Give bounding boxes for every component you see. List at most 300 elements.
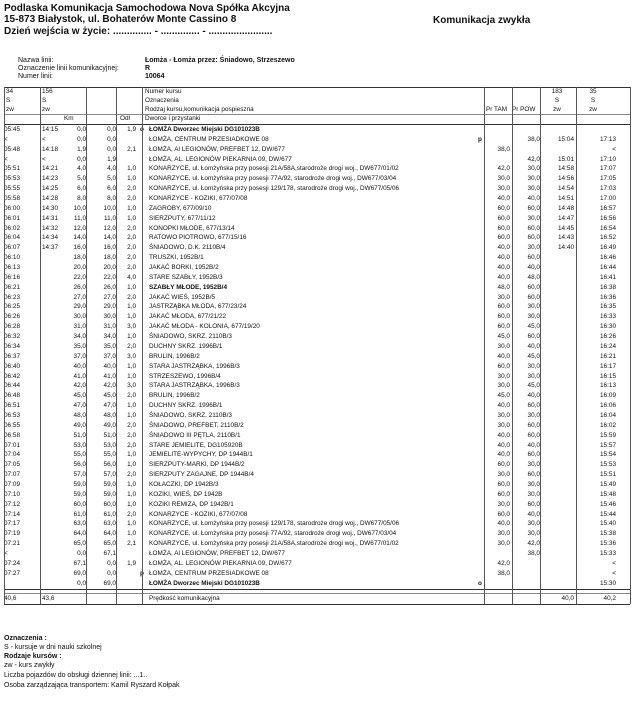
cell-km1: 42,0 — [73, 382, 86, 390]
cell-t3 — [544, 431, 574, 440]
cell-t1: 06:53 — [4, 411, 20, 419]
cell-t3: 14:40 — [558, 244, 574, 252]
summary-row — [4, 594, 630, 603]
cell-t3 — [544, 362, 574, 371]
cell-odl: 1,0 — [127, 411, 136, 419]
company-address: 15-873 Białystok, ul. Bohaterów Monte Cassino 8 — [4, 14, 237, 25]
cell-t1: 07:01 — [4, 441, 20, 449]
cell-pp — [514, 579, 540, 588]
cell-km2: 18,0 — [103, 254, 116, 262]
cell-t2: 14:31 — [42, 214, 58, 222]
cell-pt: 30,0 — [497, 540, 510, 548]
stop-row — [4, 332, 630, 341]
stop-row — [4, 145, 630, 154]
cell-mk — [140, 263, 146, 272]
cell-odl: 2,0 — [127, 254, 136, 262]
line-name-label: Nazwa linii: — [18, 57, 54, 64]
column-line — [116, 87, 117, 604]
cell-stop: DUCHNY SKRZ. 1996B/1 — [149, 402, 223, 410]
cell-km2: 27,0 — [103, 293, 116, 301]
cell-t2: 14:30 — [42, 204, 58, 212]
cell-mk — [140, 579, 146, 588]
cell-km2: 48,0 — [103, 411, 116, 419]
cell-pt: 42,0 — [497, 559, 510, 567]
cell-t1: 06:32 — [4, 333, 20, 341]
cell-pt: 40,0 — [497, 352, 510, 360]
cell-mk — [140, 519, 146, 528]
stop-row — [4, 342, 630, 351]
cell-km2: 10,0 — [103, 204, 116, 212]
cell-pp: 30,0 — [527, 520, 540, 528]
cell-pt: 42,0 — [497, 165, 510, 173]
cell-km1: 49,0 — [73, 421, 86, 429]
cell-t4: 16:06 — [600, 402, 616, 410]
cell-pp — [514, 125, 540, 134]
stop-row — [4, 204, 630, 213]
cell-mk — [140, 164, 146, 173]
stop-row — [4, 273, 630, 282]
cell-mk — [140, 293, 146, 302]
cell-t1: 05:55 — [4, 185, 20, 193]
stop-row — [4, 569, 630, 578]
stop-row — [4, 174, 630, 183]
cell-km2: 14,0 — [103, 234, 116, 242]
cell-t3: 14:58 — [558, 165, 574, 173]
cell-t3: 15:04 — [558, 135, 574, 143]
cell-pt: 30,0 — [497, 342, 510, 350]
cell-t3 — [544, 421, 574, 430]
cell-km2: 0,0 — [107, 145, 116, 153]
cell-t3 — [544, 391, 574, 400]
cell-mk — [140, 184, 146, 193]
cell-mkr: p — [478, 135, 482, 143]
cell-mk — [140, 559, 146, 568]
cell-mk: o — [140, 126, 144, 133]
cell-t3 — [544, 273, 574, 282]
cell-odl: 1,0 — [127, 362, 136, 370]
stop-row — [4, 391, 630, 400]
cell-odl — [116, 549, 136, 558]
cell-t3: 14:43 — [558, 234, 574, 242]
cell-pp — [514, 569, 540, 578]
cell-pp: 38,0 — [527, 135, 540, 143]
cell-t3: 14:56 — [558, 175, 574, 183]
stop-row — [4, 362, 630, 371]
cell-pp: 42,0 — [527, 540, 540, 548]
cell-km2: 8,0 — [107, 195, 116, 203]
cell-t3 — [544, 450, 574, 459]
stop-row — [4, 322, 630, 331]
cell-t4: 15:44 — [600, 510, 616, 518]
cell-km1: 14,0 — [73, 234, 86, 242]
cell-km1: 0,0 — [77, 135, 86, 143]
cell-pt: 40,0 — [497, 273, 510, 281]
cell-t3 — [544, 519, 574, 528]
cell-stop: SIERZPUTY, 677/11/12 — [149, 214, 216, 222]
cell-odl: 1,0 — [127, 283, 136, 291]
cell-t3 — [544, 145, 574, 154]
cell-km1: 40,0 — [73, 362, 86, 370]
cell-km1: 34,0 — [73, 333, 86, 341]
cell-stop: ŚNIADOWO, D.K. 2110B/4 — [149, 244, 226, 252]
cell-t4: 16:36 — [600, 293, 616, 301]
cell-t2: 14:15 — [42, 126, 58, 133]
cell-odl: 1,0 — [127, 303, 136, 311]
cell-t4: 15:46 — [600, 500, 616, 508]
cell-t1: 07:12 — [4, 500, 20, 508]
cell-mk — [140, 480, 146, 489]
cell-km1: 64,0 — [73, 530, 86, 538]
cell-t1: 06:01 — [4, 214, 20, 222]
summary-right-2: 40,2 — [603, 595, 616, 603]
cell-odl: 1,0 — [127, 500, 136, 508]
cell-odl: 4,0 — [127, 273, 136, 281]
cell-t4: 17:10 — [600, 155, 616, 163]
cell-t4: 17:05 — [600, 175, 616, 183]
cell-pp: 60,0 — [527, 431, 540, 439]
cell-km2: 0,0 — [107, 559, 116, 567]
cell-pp: 30,0 — [527, 244, 540, 252]
cell-pt: 45,0 — [497, 392, 510, 400]
cell-t4: 17:13 — [600, 135, 616, 143]
cell-t1: 06:48 — [4, 392, 20, 400]
cell-t3 — [544, 490, 574, 499]
cell-mk — [140, 431, 146, 440]
cell-mk — [140, 539, 146, 548]
stop-row — [4, 253, 630, 262]
cell-pt: 40,0 — [497, 431, 510, 439]
cell-km1: 56,0 — [73, 461, 86, 469]
cell-pp: 60,0 — [527, 254, 540, 262]
table-top-line — [4, 87, 630, 88]
cell-km1: 0,0 — [77, 549, 86, 557]
cell-km1: 59,0 — [73, 490, 86, 498]
cell-odl: 3,0 — [127, 323, 136, 331]
cell-odl: 2,1 — [127, 540, 136, 548]
cell-odl — [116, 135, 136, 144]
cell-t1: 06:16 — [4, 273, 20, 281]
cell-stop: STARA JASTRZĄBKA, 1996B/3 — [149, 362, 240, 370]
cell-pt: 40,0 — [497, 195, 510, 203]
cell-t3 — [544, 372, 574, 381]
cell-mk — [140, 549, 146, 558]
cell-km2: 59,0 — [103, 480, 116, 488]
cell-mk — [140, 174, 146, 183]
cell-mk — [140, 224, 146, 233]
cell-stop: ŁOMŻA, CENTRUM PRZESIADKOWE 08 — [149, 569, 269, 577]
stop-row — [4, 135, 630, 144]
cell-pp: 30,0 — [527, 214, 540, 222]
cell-pt: 30,0 — [497, 175, 510, 183]
cell-km1: 10,0 — [73, 204, 86, 212]
cell-t4: 17:07 — [600, 165, 616, 173]
stop-row — [4, 539, 630, 548]
cell-km2: 0,0 — [107, 569, 116, 577]
cell-km2: 45,0 — [103, 392, 116, 400]
column-line — [4, 87, 5, 604]
stop-row — [4, 519, 630, 528]
cell-odl: 1,9 — [127, 126, 136, 133]
cell-pt: 60,0 — [497, 490, 510, 498]
course-right-1-number: 183 — [551, 88, 563, 95]
cell-t3 — [544, 579, 574, 588]
cell-odl: 1,0 — [127, 530, 136, 538]
cell-mk — [140, 490, 146, 499]
cell-mk — [140, 401, 146, 410]
cell-odl: 2,0 — [127, 431, 136, 439]
cell-t3 — [544, 312, 574, 321]
cell-t1: 07:07 — [4, 471, 20, 479]
cell-mk — [140, 411, 146, 420]
header-col-prpow: Pr POW — [512, 106, 536, 113]
line-number-label: Numer linii: — [18, 73, 54, 80]
cell-pp: 60,0 — [527, 471, 540, 479]
body-top-line — [4, 124, 630, 125]
cell-t4: 16:21 — [600, 352, 616, 360]
course-right-2-number: 35 — [589, 88, 597, 95]
cell-km2: 0,0 — [107, 126, 116, 133]
cell-t1: 05:45 — [4, 126, 20, 133]
cell-t4: 15:49 — [600, 480, 616, 488]
cell-mk — [140, 322, 146, 331]
cell-km2: 65,0 — [103, 540, 116, 548]
cell-t1: 07:10 — [4, 490, 20, 498]
cell-odl: 2,0 — [127, 441, 136, 449]
cell-mk — [140, 312, 146, 321]
cell-t2: 14:18 — [42, 145, 58, 153]
cell-stop: KONARZYCE, ul. Łomżyńska przy posesji 129/178, starodroże drogi woj., DW677/05/06 — [149, 185, 400, 193]
cell-t1: 07:19 — [4, 530, 20, 538]
stop-row — [4, 431, 630, 440]
cell-pt: 60,0 — [497, 303, 510, 311]
cell-odl: 1,0 — [127, 461, 136, 469]
stop-row — [4, 441, 630, 450]
cell-t1: 06:55 — [4, 421, 20, 429]
cell-t2: 14:32 — [42, 224, 58, 232]
cell-t2: 14:25 — [42, 185, 58, 193]
cell-pt: 38,0 — [497, 569, 510, 577]
cell-t3 — [544, 352, 574, 361]
cell-km2: 56,0 — [103, 461, 116, 469]
stop-row — [4, 381, 630, 390]
cell-pt: 30,0 — [497, 185, 510, 193]
valid-from: Dzień wejścia w życie: .............. - .............. - ....................... — [4, 26, 273, 37]
stop-row — [4, 510, 630, 519]
cell-t3: 14:45 — [558, 224, 574, 232]
cell-mk — [140, 352, 146, 361]
cell-t1: 05:58 — [4, 195, 20, 203]
cell-t4: 16:41 — [600, 273, 616, 281]
cell-mk — [140, 332, 146, 341]
cell-t1 — [4, 579, 28, 588]
cell-stop: KOŁACZKI, DP 1942B/3 — [149, 480, 219, 488]
stop-row — [4, 549, 630, 558]
cell-mk — [140, 342, 146, 351]
cell-stop: STARE SZABŁY, 1952B/3 — [149, 273, 223, 281]
cell-stop: ŁOMŻA Dworzec Miejski DG101023B — [149, 126, 260, 133]
cell-km2: 11,0 — [104, 214, 116, 222]
cell-t1: 06:21 — [4, 283, 20, 291]
cell-pt: 60,0 — [497, 510, 510, 518]
cell-pp: 30,0 — [527, 175, 540, 183]
cell-pt — [484, 125, 510, 134]
cell-km1: 37,0 — [73, 352, 86, 360]
cell-odl: 2,0 — [127, 195, 136, 203]
cell-pp: 60,0 — [527, 333, 540, 341]
cell-mk — [140, 372, 146, 381]
cell-mk — [140, 204, 146, 213]
cell-t4: 16:46 — [600, 254, 616, 262]
cell-t4: < — [612, 559, 616, 567]
cell-km1: 53,0 — [73, 441, 86, 449]
stop-row — [4, 293, 630, 302]
stop-row — [4, 470, 630, 479]
cell-t1: 07:27 — [4, 569, 20, 577]
cell-pp: 30,0 — [527, 165, 540, 173]
cell-t4: 16:54 — [600, 224, 616, 232]
cell-mk — [140, 381, 146, 390]
cell-odl: 3,0 — [127, 352, 136, 360]
line-marking — [18, 65, 151, 73]
cell-km2: 64,0 — [103, 530, 116, 538]
cell-km1: 67,1 — [73, 559, 86, 567]
stop-row — [4, 372, 630, 381]
cell-odl: 2,0 — [127, 510, 136, 518]
cell-t1: 06:37 — [4, 352, 20, 360]
cell-km2: 16,0 — [103, 244, 116, 252]
cell-stop: TRUSZKI, 1952B/1 — [149, 254, 204, 262]
cell-km1: 5,0 — [77, 175, 86, 183]
column-line — [142, 87, 143, 604]
cell-stop: ŚNIADOWO, PREFBET, 2110B/2 — [149, 421, 244, 429]
cell-odl: 1,0 — [127, 490, 136, 498]
cell-mk — [140, 362, 146, 371]
stop-row — [4, 164, 630, 173]
cell-km1: 27,0 — [73, 293, 86, 301]
cell-km2: 49,0 — [103, 421, 116, 429]
cell-t3 — [544, 500, 574, 509]
cell-t3 — [544, 411, 574, 420]
stop-row — [4, 480, 630, 489]
cell-mk — [140, 243, 146, 252]
cell-km2: 69,0 — [103, 579, 116, 587]
cell-stop: KOZIKI, WIEŚ, DP 1942B — [149, 490, 223, 498]
cell-km2: 63,0 — [103, 520, 116, 528]
cell-pt: 60,0 — [497, 204, 510, 212]
cell-km1: 0,0 — [77, 579, 86, 587]
cell-t1: 06:28 — [4, 323, 20, 331]
cell-t1: 05:48 — [4, 145, 20, 153]
cell-t1: < — [4, 135, 8, 143]
stop-row — [4, 401, 630, 410]
cell-km1: 11,0 — [74, 214, 86, 222]
cell-pt: 30,0 — [497, 471, 510, 479]
cell-odl: 1,0 — [127, 165, 136, 173]
column-line — [484, 87, 485, 604]
cell-t4: 15:57 — [600, 441, 616, 449]
cell-pp: 30,0 — [527, 303, 540, 311]
cell-t4: 16:30 — [600, 323, 616, 331]
kinds-title — [4, 652, 62, 661]
cell-pt: 40,0 — [497, 254, 510, 262]
cell-pt: 30,0 — [497, 500, 510, 508]
cell-km2: 29,0 — [103, 303, 116, 311]
cell-stop: ŁOMŻA, AL. LEGIONÓW PIEKARNIA 09, DW/677 — [149, 559, 292, 567]
cell-km1: 31,0 — [73, 323, 86, 331]
cell-pp: 60,0 — [527, 451, 540, 459]
cell-t1: < — [4, 549, 8, 557]
cell-km2: 67,1 — [103, 549, 116, 557]
cell-odl: 1,0 — [127, 313, 136, 321]
cell-t3 — [544, 460, 574, 469]
cell-pt: 40,0 — [497, 520, 510, 528]
course-right-1-mark: S — [554, 97, 560, 104]
cell-t1: 06:00 — [4, 204, 20, 212]
cell-t1: 06:42 — [4, 372, 20, 380]
cell-mk — [140, 500, 146, 509]
stop-row — [4, 233, 630, 242]
stop-row — [4, 312, 630, 321]
cell-km2: 61,0 — [103, 510, 116, 518]
cell-t4: 15:53 — [600, 461, 616, 469]
cell-km1: 12,0 — [73, 224, 86, 232]
cell-pp: 30,0 — [527, 362, 540, 370]
cell-t4: 16:35 — [600, 303, 616, 311]
vehicles-count: Liczba pojazdów do obsługi dziennej linii: ...1.. — [4, 672, 148, 679]
cell-odl: 2,0 — [127, 224, 136, 232]
cell-t4: 16:57 — [600, 204, 616, 212]
cell-pt: 30,0 — [497, 382, 510, 390]
stop-row — [4, 411, 630, 420]
cell-km1: 65,0 — [73, 540, 86, 548]
cell-odl: 1,0 — [127, 204, 136, 212]
stop-row — [4, 352, 630, 361]
cell-km2: 31,0 — [103, 323, 116, 331]
cell-mk — [140, 194, 146, 203]
cell-t3 — [544, 332, 574, 341]
stop-row — [4, 184, 630, 193]
company-name: Podlaska Komunikacja Samochodowa Nova Spółka Akcyjna — [4, 3, 290, 14]
cell-pp: 30,0 — [527, 461, 540, 469]
cell-odl — [116, 155, 136, 164]
cell-pp: 30,0 — [527, 480, 540, 488]
cell-t4: < — [612, 145, 616, 153]
cell-t3 — [544, 253, 574, 262]
cell-km1: 35,0 — [73, 342, 86, 350]
header-col-km: Km — [64, 115, 74, 122]
header-row-mark — [4, 96, 630, 105]
cell-t1: 07:21 — [4, 540, 20, 548]
cell-km2: 53,0 — [103, 441, 116, 449]
cell-pt: 40,0 — [497, 264, 510, 272]
cell-km1: 59,0 — [73, 480, 86, 488]
cell-km2: 30,0 — [103, 313, 116, 321]
header-label-course-kind: Rodzaj kursu,komunikacja pospieszna — [145, 106, 254, 113]
cell-km1: 30,0 — [73, 313, 86, 321]
cell-pt: 60,0 — [497, 461, 510, 469]
cell-km2: 6,0 — [107, 185, 116, 193]
cell-km1: 4,0 — [77, 165, 86, 173]
cell-t4: 16:24 — [600, 342, 616, 350]
cell-t3 — [544, 283, 574, 292]
cell-km1: 18,0 — [73, 254, 86, 262]
cell-pt — [484, 135, 510, 144]
cell-t3 — [544, 441, 574, 450]
cell-odl: 2,0 — [127, 244, 136, 252]
cell-pp: 40,0 — [527, 392, 540, 400]
column-line — [576, 87, 577, 604]
stop-row — [4, 283, 630, 292]
